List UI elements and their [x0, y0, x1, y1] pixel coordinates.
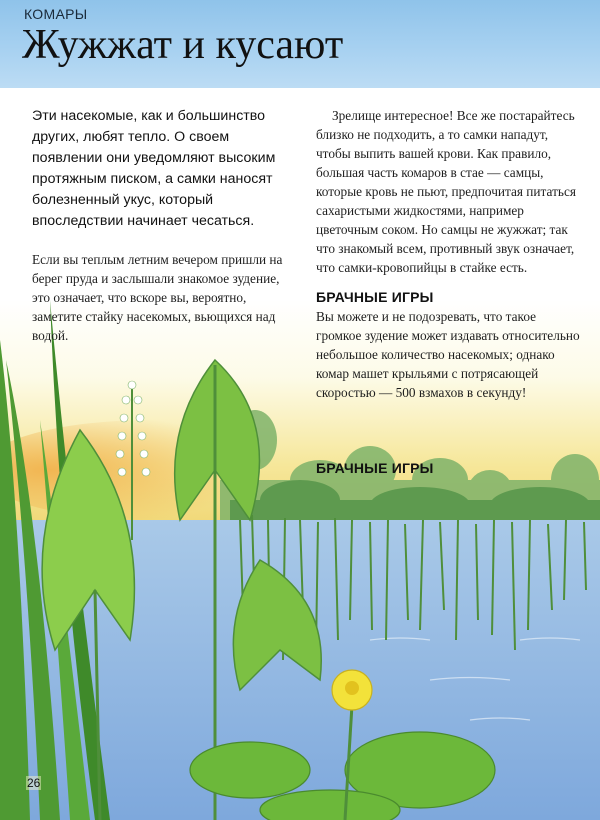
- subheading-mating: БРАЧНЫЕ ИГРЫ: [316, 289, 434, 305]
- subheading-mating-games: БРАЧНЫЕ ИГРЫ: [316, 460, 434, 476]
- section-label: КОМАРЫ: [24, 6, 88, 22]
- right-column: [316, 106, 584, 402]
- left-column: [32, 106, 294, 345]
- page-title: Жужжат и кусают: [22, 22, 344, 68]
- page-number: 26: [27, 776, 41, 790]
- right-body-paragraph: Зрелище интересное! Все же постарайтесь близко не подходить, а то самки нападут, чтобы выпить вашей крови. Как правило, большая часть комаров в стае — самцы, которые кровь не пьют, предпочитая питаться сахаристыми жидкостями, например цветочным соком. Но самцы не жужжат; так что знакомый всем, противный звук означает, что самки-кровопийцы в стайке есть.: [316, 108, 576, 275]
- left-body-paragraph: Если вы теплым летним вечером пришли на берег пруда и заслышали знакомое зудение, это означает, что вскоре вы, вероятно, заметите стайку насекомых, вьющихся над водой.: [32, 252, 283, 343]
- lead-paragraph: Эти насекомые, как и большинство других, любят тепло. О своем появлении они уведомляют высоким протяжным писком, а самки наносят болезненный укус, который впоследствии начинает чесаться.: [32, 108, 276, 229]
- right-sub-paragraph: Вы можете и не подозревать, что такое громкое зудение может издавать относительно небольшое количество насекомых; однако комар машет крыльями с потрясающей скоростью — 500 взмахов в секунду!: [316, 309, 580, 400]
